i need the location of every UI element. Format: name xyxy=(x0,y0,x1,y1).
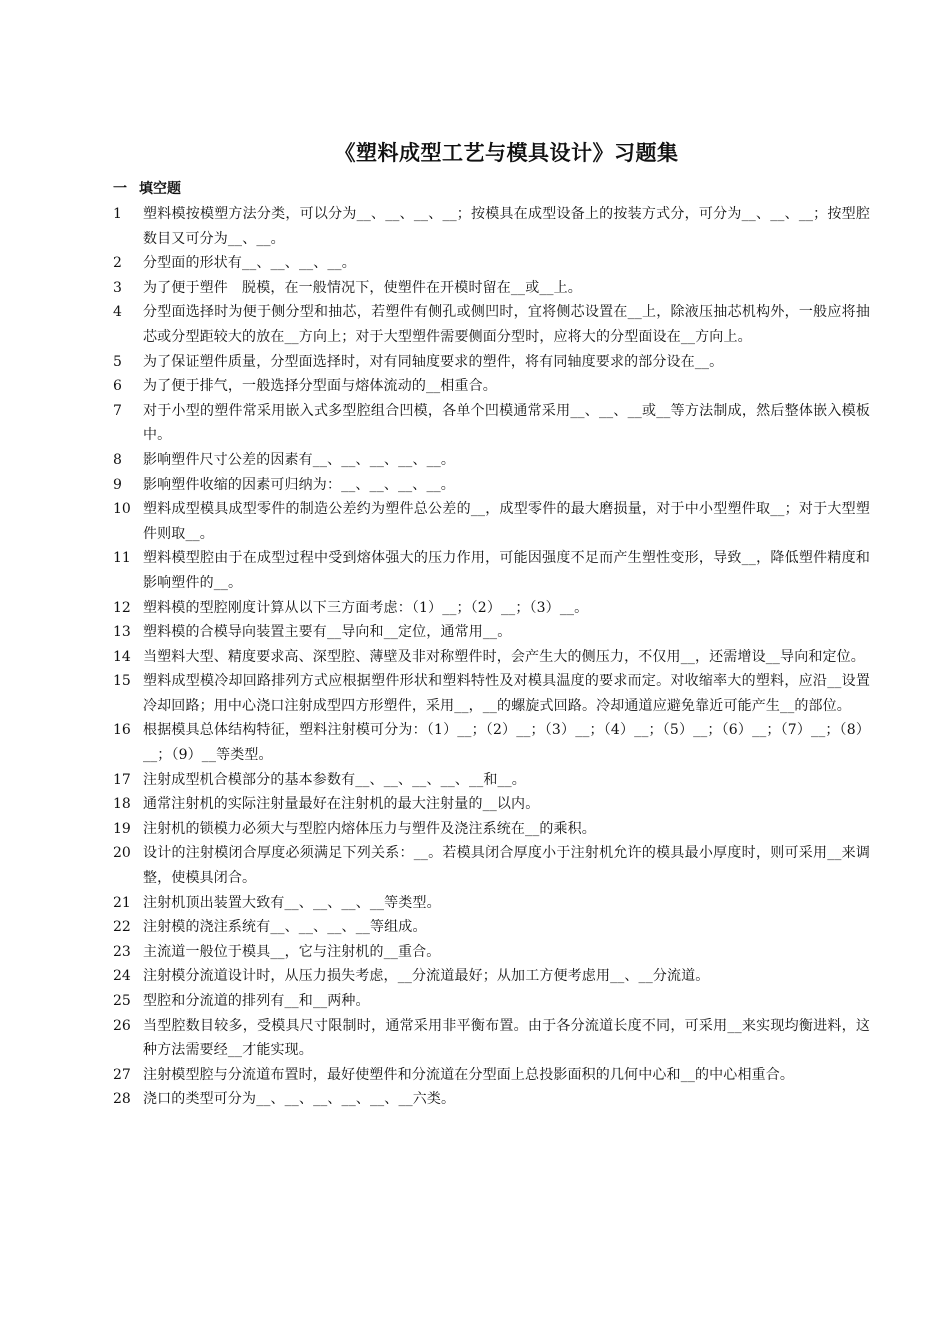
question-item xyxy=(113,374,870,399)
question-item xyxy=(113,1014,870,1063)
question-number: 25 xyxy=(113,993,131,1009)
section-title: 填空题 xyxy=(139,181,181,197)
question-number: 22 xyxy=(113,919,131,936)
question-number: 9 xyxy=(113,476,122,493)
question-text: 当型腔数目较多，受模具尺寸限制时，通常采用非平衡布置。由于各分流道长度不同，可采用__来实现均衡进料，这种方法需要经__才能实现。 xyxy=(143,1017,870,1059)
question-text: 注射机的锁模力必须大与型腔内熔体压力与塑件及浇注系统在__的乘积。 xyxy=(143,820,596,837)
question-item xyxy=(113,718,870,767)
question-text: 型腔和分流道的排列有__和__两种。 xyxy=(143,993,370,1009)
question-text: 浇口的类型可分为__、__、__、__、__、__六类。 xyxy=(143,1091,456,1108)
question-number: 23 xyxy=(113,943,131,960)
question-item xyxy=(113,989,870,1014)
question-text: 设计的注射模闭合厚度必须满足下列关系：__。若模具闭合厚度小于注射机允许的模具最小厚度时，则可采用__来调整，使模具闭合。 xyxy=(143,845,870,887)
question-item xyxy=(113,202,870,251)
question-item xyxy=(113,1063,870,1088)
question-item xyxy=(113,940,870,965)
question-number: 27 xyxy=(113,1066,131,1083)
question-text: 为了保证塑件质量，分型面选择时，对有同轴度要求的塑件，将有同轴度要求的部分设在__。 xyxy=(143,353,724,370)
question-text: 塑料模的合模导向装置主要有__导向和__定位，通常用__。 xyxy=(143,624,512,641)
question-number: 20 xyxy=(113,845,131,862)
question-number: 26 xyxy=(113,1017,131,1034)
question-number: 14 xyxy=(113,648,131,665)
section-number: 一 xyxy=(113,181,127,197)
question-number: 1 xyxy=(113,206,122,222)
question-number: 11 xyxy=(113,550,131,567)
question-number: 18 xyxy=(113,796,131,813)
question-item xyxy=(113,399,870,448)
document-title: 《塑料成型工艺与模具设计》习题集 xyxy=(334,141,679,165)
question-text: 塑料模按模塑方法分类，可以分为__、__、__、__；按模具在成型设备上的按装方式分，可分为__、__、__；按型腔数目又可分为__、__。 xyxy=(143,206,870,247)
question-text: 影响塑件收缩的因素可归纳为：__、__、__、__。 xyxy=(143,476,455,493)
question-item xyxy=(113,251,870,276)
question-number: 7 xyxy=(113,402,122,419)
question-text: 注射机顶出装置大致有__、__、__、__等类型。 xyxy=(143,894,441,911)
question-item xyxy=(113,300,870,349)
question-number: 10 xyxy=(113,501,131,518)
question-text: 影响塑件尺寸公差的因素有__、__、__、__、__。 xyxy=(143,451,456,468)
question-number: 8 xyxy=(113,451,122,468)
question-text: 分型面选择时为便于侧分型和抽芯，若塑件有侧孔或侧凹时，宜将侧芯设置在__上，除液压抽芯机构外，一般应将抽芯或分型距较大的放在__方向上；对于大型塑件需要侧面分型时，应将大的分型面设在__方向上。 xyxy=(143,304,870,345)
question-text: 塑料成型模具成型零件的制造公差约为塑件总公差的__，成型零件的最大磨损量，对于中小型塑件取__；对于大型塑件则取__。 xyxy=(143,501,870,542)
question-number: 16 xyxy=(113,722,131,739)
question-number: 4 xyxy=(113,304,122,321)
question-number: 28 xyxy=(113,1091,131,1108)
question-item xyxy=(113,645,870,670)
question-list xyxy=(113,202,870,1112)
question-item xyxy=(113,915,870,940)
question-item xyxy=(113,620,870,645)
question-number: 21 xyxy=(113,894,131,911)
section-heading xyxy=(113,179,870,199)
question-number: 17 xyxy=(113,771,131,788)
question-item xyxy=(113,497,870,546)
question-text: 塑料模的型腔刚度计算从以下三方面考虑：（1）__；（2）__；（3）__。 xyxy=(143,599,589,616)
question-item xyxy=(113,964,870,989)
question-text: 通常注射机的实际注射量最好在注射机的最大注射量的__以内。 xyxy=(143,796,540,813)
question-text: 对于小型的塑件常采用嵌入式多型腔组合凹模，各单个凹模通常采用__、__、__或__等方法制成，然后整体嵌入模板中。 xyxy=(143,402,870,444)
question-item xyxy=(113,669,870,718)
question-item xyxy=(113,350,870,375)
question-text: 分型面的形状有__、__、__、__。 xyxy=(143,255,356,272)
question-text: 主流道一般位于模具__，它与注射机的__重合。 xyxy=(143,943,441,960)
question-number: 2 xyxy=(113,255,122,272)
question-text: 为了便于排气，一般选择分型面与熔体流动的__相重合。 xyxy=(143,378,497,395)
question-item xyxy=(113,546,870,595)
question-item xyxy=(113,792,870,817)
question-number: 12 xyxy=(113,599,131,616)
question-number: 5 xyxy=(113,353,122,370)
question-number: 15 xyxy=(113,673,131,690)
question-item xyxy=(113,891,870,916)
question-text: 当塑料大型、精度要求高、深型腔、薄壁及非对称塑件时，会产生大的侧压力，不仅用__，还需增设__导向和定位。 xyxy=(143,648,865,665)
question-text: 为了便于塑件 脱模，在一般情况下，使塑件在开模时留在__或__上。 xyxy=(143,279,582,296)
question-text: 注射成型机合模部分的基本参数有__、__、__、__、__和__。 xyxy=(143,771,526,788)
question-item xyxy=(113,817,870,842)
question-item xyxy=(113,768,870,793)
question-text: 塑料模型腔由于在成型过程中受到熔体强大的压力作用，可能因强度不足而产生塑性变形，导致__，降低塑件精度和影响塑件的__。 xyxy=(143,550,870,591)
question-item xyxy=(113,276,870,301)
question-item xyxy=(113,448,870,473)
question-item xyxy=(113,473,870,498)
question-number: 19 xyxy=(113,820,131,837)
question-number: 3 xyxy=(113,279,122,296)
question-number: 13 xyxy=(113,624,131,641)
question-item xyxy=(113,596,870,621)
question-number: 24 xyxy=(113,968,131,985)
question-text: 注射模型腔与分流道布置时，最好使塑件和分流道在分型面上总投影面积的几何中心和__的中心相重合。 xyxy=(143,1066,795,1083)
question-item xyxy=(113,1087,870,1112)
question-number: 6 xyxy=(113,378,122,395)
question-text: 根据模具总体结构特征，塑料注射模可分为：（1）__；（2）__；（3）__；（4）__；（5）__；（6）__；（7）__；（8）__；（9）__等类型。 xyxy=(143,722,870,764)
question-item xyxy=(113,841,870,890)
question-text: 注射模分流道设计时，从压力损失考虑，__分流道最好；从加工方便考虑用__、__分流道。 xyxy=(143,968,710,985)
question-text: 塑料成型模冷却回路排列方式应根据塑件形状和塑料特性及对模具温度的要求而定。对收缩率大的塑料，应沿__设置冷却回路；用中心浇口注射成型四方形塑件，采用__，__的螺旋式回路。冷却通道应避免靠近可能产生__的部位。 xyxy=(143,673,870,714)
question-text: 注射模的浇注系统有__、__、__、__等组成。 xyxy=(143,919,427,936)
